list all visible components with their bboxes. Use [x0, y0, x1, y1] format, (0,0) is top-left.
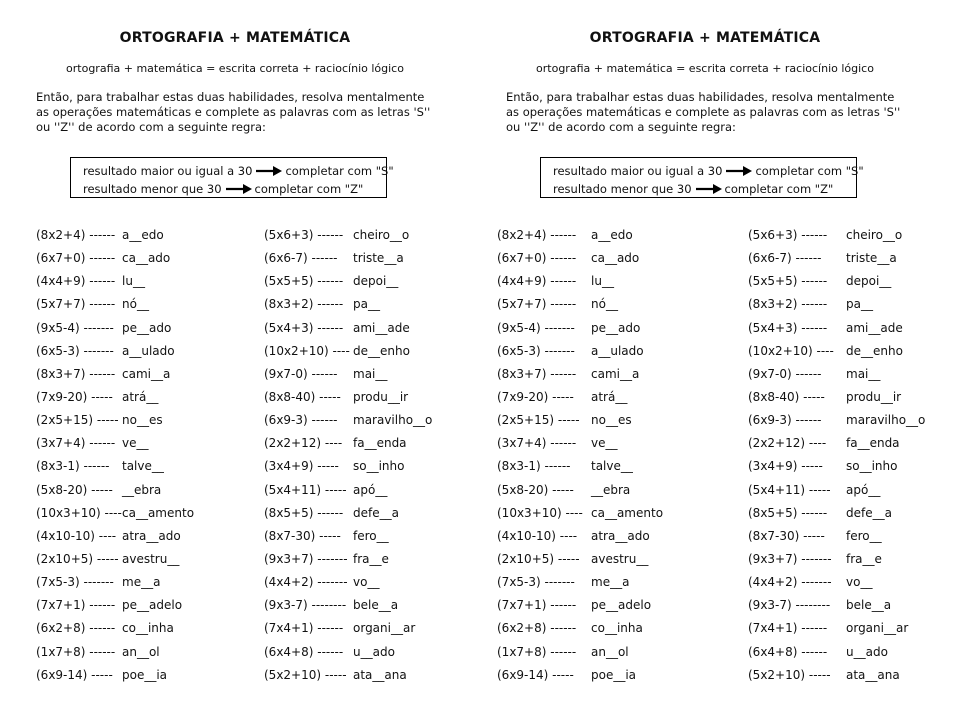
word-blank: an__ol [122, 644, 160, 659]
math-expression: (8x8-40) ----- [748, 389, 825, 404]
rule-result: completar com "Z" [724, 182, 834, 196]
math-expression: (3x4+9) ----- [748, 459, 823, 474]
word-blank: talve__ [122, 459, 164, 474]
math-expression: (8x8-40) ----- [264, 389, 341, 404]
word-blank: pa__ [846, 297, 873, 312]
math-expression: (4x4+2) ------- [748, 575, 832, 590]
arrow-right-icon [256, 166, 282, 176]
math-expression: (4x4+9) ------ [497, 274, 577, 289]
math-expression: (5x8-20) ----- [36, 482, 113, 497]
math-expression: (3x7+4) ------ [497, 436, 577, 451]
word-blank: depoi__ [353, 274, 399, 289]
word-blank: atrá__ [122, 389, 159, 404]
math-expression: (5x6+3) ------ [748, 228, 828, 242]
math-expression: (9x5-4) ------- [497, 320, 575, 335]
word-blank: organi__ar [353, 621, 416, 636]
word-blank: avestru__ [591, 551, 649, 566]
word-blank: apó__ [353, 482, 388, 497]
math-expression: (7x7+1) ------ [497, 598, 577, 613]
word-blank: so__inho [353, 459, 405, 474]
word-blank: poe__ia [122, 667, 168, 682]
math-expression: (5x6+3) ------ [264, 228, 344, 242]
word-blank: ata__ana [353, 667, 407, 682]
math-expression: (7x9-20) ----- [497, 389, 574, 404]
math-expression: (4x4+9) ------ [36, 274, 116, 289]
word-blank: ata__ana [846, 667, 900, 682]
math-expression: (10x2+10) ---- [748, 343, 834, 358]
math-expression: (6x5-3) ------- [497, 343, 575, 358]
word-blank: an__ol [591, 644, 629, 659]
word-blank: fra__e [353, 551, 389, 566]
word-blank: mai__ [353, 366, 388, 381]
rule-condition: resultado maior ou igual a 30 [553, 164, 723, 178]
math-expression: (7x5-3) ------- [497, 575, 575, 590]
word-blank: atra__ado [122, 528, 181, 543]
rule-condition: resultado menor que 30 [83, 182, 222, 196]
math-expression: (2x2+12) ---- [748, 436, 827, 451]
rule-condition: resultado maior ou igual a 30 [83, 164, 253, 178]
math-expression: (6x9-3) ------ [748, 413, 822, 428]
math-expression: (8x5+5) ------ [264, 505, 344, 520]
word-blank: cami__a [122, 366, 171, 381]
instructions-text: Então, para trabalhar estas duas habilidades, resolva mentalmente as operações matemáticas e complete as palavras com as letras 'S'' ou ''Z'' de acordo com a seguinte regra: [506, 90, 901, 134]
math-expression: (4x10-10) ---- [497, 528, 578, 543]
page-subtitle: ortografia + matemática = escrita correta + raciocínio lógico [536, 62, 874, 75]
word-blank: fero__ [353, 528, 389, 543]
word-blank: ve__ [122, 436, 149, 451]
math-expression: (9x3-7) -------- [748, 598, 831, 613]
word-blank: pe__ado [122, 320, 172, 335]
math-expression: (5x5+5) ------ [264, 274, 344, 289]
math-expression: (9x3+7) ------- [264, 551, 348, 566]
word-blank: talve__ [591, 459, 633, 474]
math-expression: (8x7-30) ----- [264, 528, 341, 543]
math-expression: (10x2+10) ---- [264, 343, 350, 358]
word-blank: triste__a [353, 251, 404, 266]
word-blank: ca__amento [122, 505, 195, 520]
word-blank: poe__ia [591, 667, 637, 682]
math-expression: (9x7-0) ------ [264, 366, 338, 381]
word-blank: cheiro__o [846, 228, 903, 242]
math-expression: (5x7+7) ------ [497, 297, 577, 312]
rule-condition: resultado menor que 30 [553, 182, 692, 196]
word-blank: apó__ [846, 482, 881, 497]
math-expression: (7x7+1) ------ [36, 598, 116, 613]
word-blank: fero__ [846, 528, 882, 543]
worksheet-right [470, 0, 940, 720]
word-blank: nó__ [591, 297, 618, 312]
word-blank: u__ado [846, 644, 888, 659]
math-expression: (5x8-20) ----- [497, 482, 574, 497]
word-blank: ca__ado [591, 251, 640, 266]
word-blank: atrá__ [591, 389, 628, 404]
math-expression: (7x9-20) ----- [36, 389, 113, 404]
math-expression: (8x2+4) ------ [497, 228, 577, 242]
word-blank: fa__enda [846, 436, 900, 451]
math-expression: (6x7+0) ------ [36, 251, 116, 266]
page-title: ORTOGRAFIA + MATEMÁTICA [119, 30, 351, 46]
word-blank: me__a [122, 575, 161, 590]
rule-box [70, 157, 394, 198]
word-blank: pe__adelo [122, 598, 183, 613]
math-expression: (6x4+8) ------ [264, 644, 344, 659]
math-expression: (6x2+8) ------ [497, 621, 577, 636]
math-expression: (4x4+2) ------- [264, 575, 348, 590]
word-blank: __ebra [591, 482, 631, 497]
math-expression: (6x6-7) ------ [264, 251, 338, 266]
word-blank: de__enho [846, 343, 903, 358]
word-blank: ami__ade [353, 320, 410, 335]
word-blank: bele__a [846, 598, 892, 613]
rule-line-z [83, 180, 386, 198]
word-blank: fa__enda [353, 436, 407, 451]
word-blank: produ__ir [846, 389, 902, 404]
math-expression: (6x5-3) ------- [36, 343, 114, 358]
word-blank: depoi__ [846, 274, 892, 289]
math-expression: (9x3-7) -------- [264, 598, 347, 613]
math-expression: (5x4+11) ----- [748, 482, 831, 497]
word-blank: a__edo [591, 228, 633, 242]
rule-result: completar com "S" [755, 164, 864, 178]
math-expression: (5x2+10) ----- [264, 667, 347, 682]
word-blank: nó__ [122, 297, 149, 312]
instructions-text: Então, para trabalhar estas duas habilidades, resolva mentalmente as operações matemáticas e complete as palavras com as letras 'S'' ou ''Z'' de acordo com a seguinte regra: [36, 90, 431, 134]
arrow-right-icon [726, 166, 752, 176]
word-blank: no__es [591, 413, 632, 428]
word-blank: u__ado [353, 644, 395, 659]
math-expression: (1x7+8) ------ [36, 644, 116, 659]
math-expression: (5x4+3) ------ [264, 320, 344, 335]
word-blank: pa__ [353, 297, 380, 312]
math-expression: (8x7-30) ----- [748, 528, 825, 543]
math-expression: (8x2+4) ------ [36, 228, 116, 242]
arrow-right-icon [226, 184, 252, 194]
word-blank: co__inha [122, 621, 174, 636]
math-expression: (2x2+12) ---- [264, 436, 343, 451]
math-expression: (10x3+10) ---- [497, 505, 583, 520]
rule-box [540, 157, 864, 198]
math-expression: (6x2+8) ------ [36, 621, 116, 636]
word-blank: pe__adelo [591, 598, 652, 613]
math-expression: (2x10+5) ----- [497, 551, 580, 566]
word-blank: cheiro__o [353, 228, 410, 242]
word-blank: vo__ [846, 575, 873, 590]
word-blank: vo__ [353, 575, 380, 590]
word-blank: de__enho [353, 343, 410, 358]
math-expression: (8x3-1) ------ [497, 459, 571, 474]
math-expression: (9x5-4) ------- [36, 320, 114, 335]
math-expression: (5x2+10) ----- [748, 667, 831, 682]
math-expression: (9x7-0) ------ [748, 366, 822, 381]
word-blank: bele__a [353, 598, 399, 613]
word-blank: defe__a [353, 505, 399, 520]
arrow-right-icon [696, 184, 722, 194]
word-blank: mai__ [846, 366, 881, 381]
word-blank: ami__ade [846, 320, 903, 335]
math-expression: (7x4+1) ------ [264, 621, 344, 636]
word-blank: __ebra [122, 482, 162, 497]
rule-result: completar com "Z" [254, 182, 364, 196]
math-expression: (6x9-14) ----- [497, 667, 574, 682]
math-expression: (8x3+7) ------ [497, 366, 577, 381]
math-expression: (7x4+1) ------ [748, 621, 828, 636]
word-blank: lu__ [591, 274, 614, 289]
math-expression: (5x4+11) ----- [264, 482, 347, 497]
word-blank: produ__ir [353, 389, 409, 404]
math-expression: (3x7+4) ------ [36, 436, 116, 451]
math-expression: (6x6-7) ------ [748, 251, 822, 266]
word-blank: no__es [122, 413, 163, 428]
word-blank: a__ulado [591, 343, 644, 358]
word-blank: so__inho [846, 459, 898, 474]
word-blank: ca__ado [122, 251, 171, 266]
word-blank: defe__a [846, 505, 892, 520]
math-expression: (1x7+8) ------ [497, 644, 577, 659]
word-blank: a__ulado [122, 343, 175, 358]
rule-result: completar com "S" [285, 164, 394, 178]
math-expression: (10x3+10) ---- [36, 505, 122, 520]
math-expression: (2x5+15) ----- [36, 413, 119, 428]
rule-line-z [553, 180, 856, 198]
word-blank: triste__a [846, 251, 897, 266]
word-blank: co__inha [591, 621, 643, 636]
math-expression: (6x9-14) ----- [36, 667, 113, 682]
math-expression: (3x4+9) ----- [264, 459, 339, 474]
word-blank: cami__a [591, 366, 640, 381]
rule-line-s [83, 162, 394, 180]
word-blank: a__edo [122, 228, 164, 242]
word-blank: fra__e [846, 551, 882, 566]
rule-line-s [553, 162, 864, 180]
word-blank: organi__ar [846, 621, 909, 636]
math-expression: (5x4+3) ------ [748, 320, 828, 335]
worksheet-left [0, 0, 470, 720]
word-blank: pe__ado [591, 320, 641, 335]
math-expression: (6x7+0) ------ [497, 251, 577, 266]
word-blank: lu__ [122, 274, 145, 289]
word-blank: maravilho__o [353, 413, 433, 428]
math-expression: (6x9-3) ------ [264, 413, 338, 428]
word-blank: ve__ [591, 436, 618, 451]
math-expression: (8x3-1) ------ [36, 459, 110, 474]
word-blank: me__a [591, 575, 630, 590]
math-expression: (4x10-10) ---- [36, 528, 117, 543]
math-expression: (5x7+7) ------ [36, 297, 116, 312]
word-blank: atra__ado [591, 528, 650, 543]
math-expression: (5x5+5) ------ [748, 274, 828, 289]
word-blank: maravilho__o [846, 413, 926, 428]
math-expression: (9x3+7) ------- [748, 551, 832, 566]
math-expression: (8x3+2) ------ [264, 297, 344, 312]
math-expression: (2x10+5) ----- [36, 551, 119, 566]
page-subtitle: ortografia + matemática = escrita correta + raciocínio lógico [66, 62, 404, 75]
math-expression: (7x5-3) ------- [36, 575, 114, 590]
math-expression: (8x3+7) ------ [36, 366, 116, 381]
math-expression: (2x5+15) ----- [497, 413, 580, 428]
math-expression: (8x3+2) ------ [748, 297, 828, 312]
word-blank: ca__amento [591, 505, 664, 520]
word-blank: avestru__ [122, 551, 180, 566]
page-title: ORTOGRAFIA + MATEMÁTICA [589, 30, 821, 46]
math-expression: (6x4+8) ------ [748, 644, 828, 659]
math-expression: (8x5+5) ------ [748, 505, 828, 520]
